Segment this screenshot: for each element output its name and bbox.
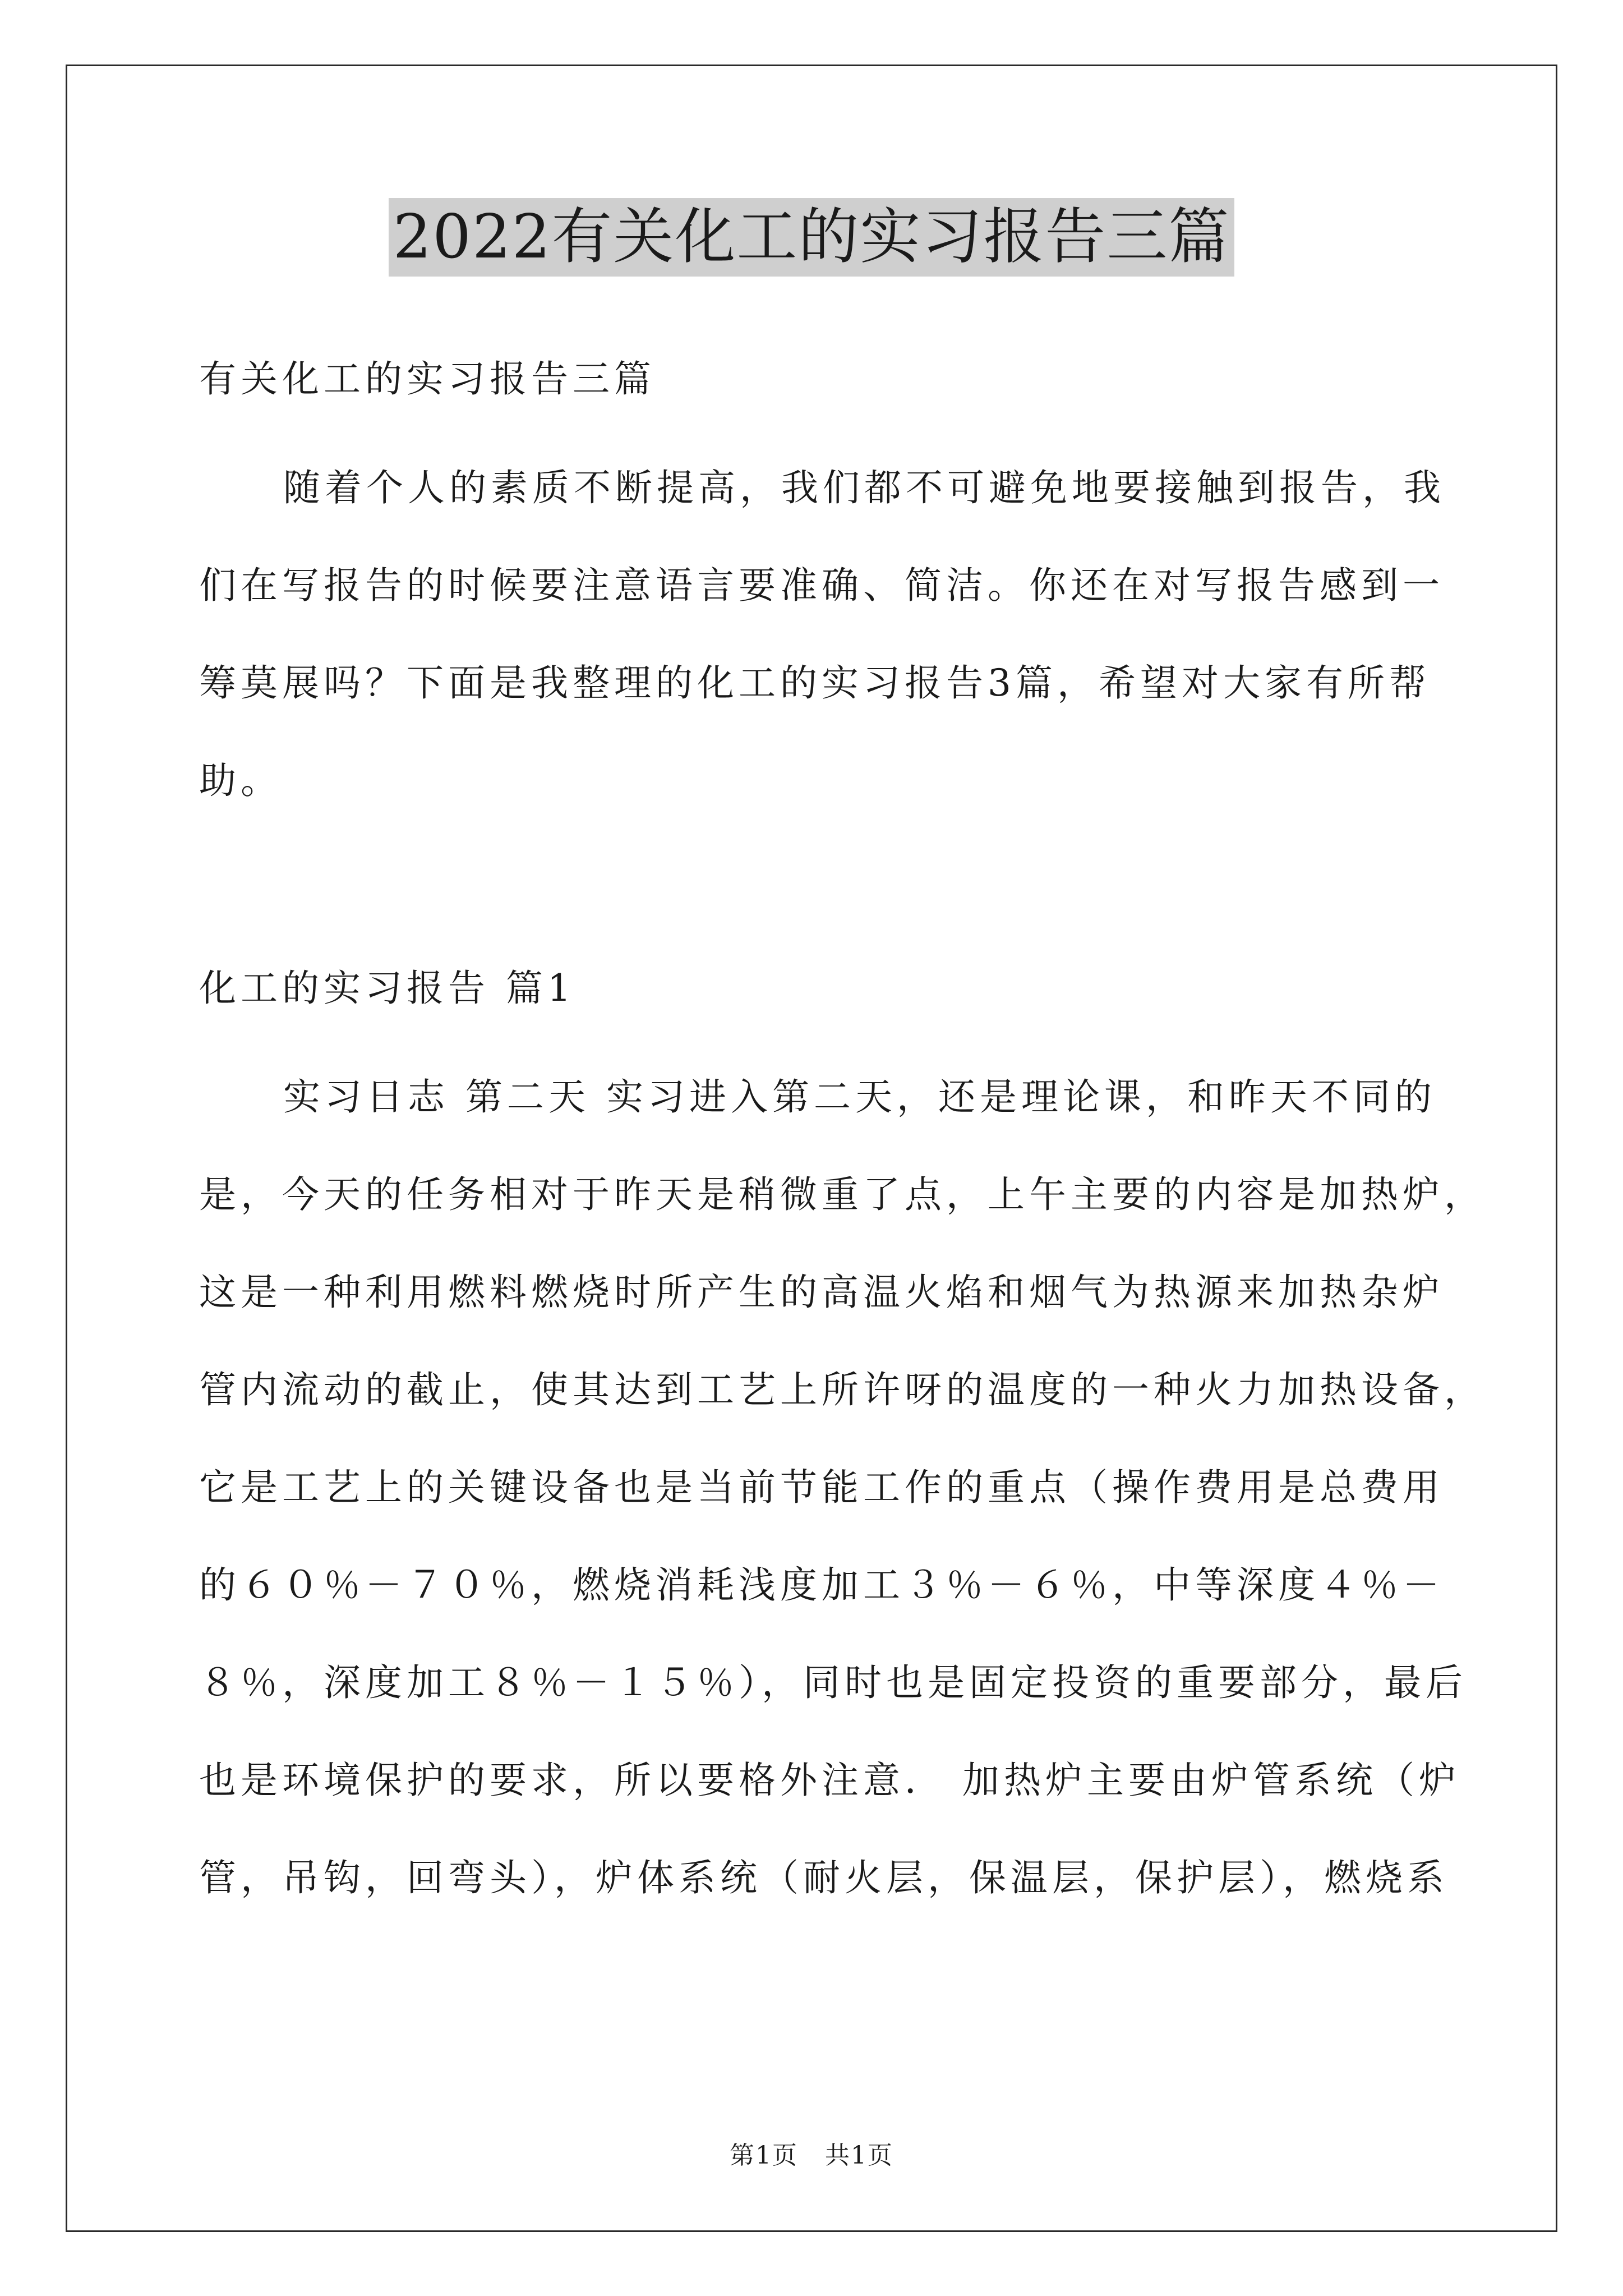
page-footer [0, 2140, 1623, 2171]
intro-line: 们在写报告的时候要注意语言要准确、简洁。你还在对写报告感到一 [199, 564, 1444, 607]
section-line: 这是一种利用燃料燃烧时所产生的高温火焰和烟气为热源来加热杂炉 [199, 1271, 1444, 1314]
section-line: 也是环境保护的要求，所以要格外注意． 加热炉主要由炉管系统（炉 [199, 1759, 1460, 1802]
section-line: 管，吊钩，回弯头），炉体系统（耐火层，保温层，保护层），燃烧系 [199, 1856, 1449, 1899]
section-line: 它是工艺上的关键设备也是当前节能工作的重点（操作费用是总费用 [199, 1466, 1444, 1509]
section-line: 实习日志 第二天 实习进入第二天，还是理论课，和昨天不同的 [283, 1075, 1436, 1119]
page-number-label: 第1页 共1页 [730, 2141, 893, 2170]
intro-line: 筹莫展吗？下面是我整理的化工的实习报告3篇，希望对大家有所帮 [199, 661, 1431, 705]
intro-line: 随着个人的素质不断提高，我们都不可避免地要接触到报告，我 [283, 466, 1445, 509]
section-line: 是，今天的任务相对于昨天是稍微重了点，上午主要的内容是加热炉， [199, 1173, 1486, 1216]
document-title: 2022有关化工的实习报告三篇 [389, 198, 1235, 277]
section-line: 管内流动的截止，使其达到工艺上所许呀的温度的一种火力加热设备， [199, 1368, 1486, 1411]
document-subtitle: 有关化工的实习报告三篇 [199, 357, 656, 401]
section-line: ８％，深度加工８％－１５％），同时也是固定投资的重要部分，最后 [199, 1661, 1467, 1704]
title-wrapper [0, 198, 1623, 277]
section-heading: 化工的实习报告 篇1 [199, 967, 575, 1010]
section-line: 的６０％－７０％，燃烧消耗浅度加工３％－６％，中等深度４％－ [199, 1563, 1444, 1607]
intro-line: 助。 [199, 759, 282, 802]
